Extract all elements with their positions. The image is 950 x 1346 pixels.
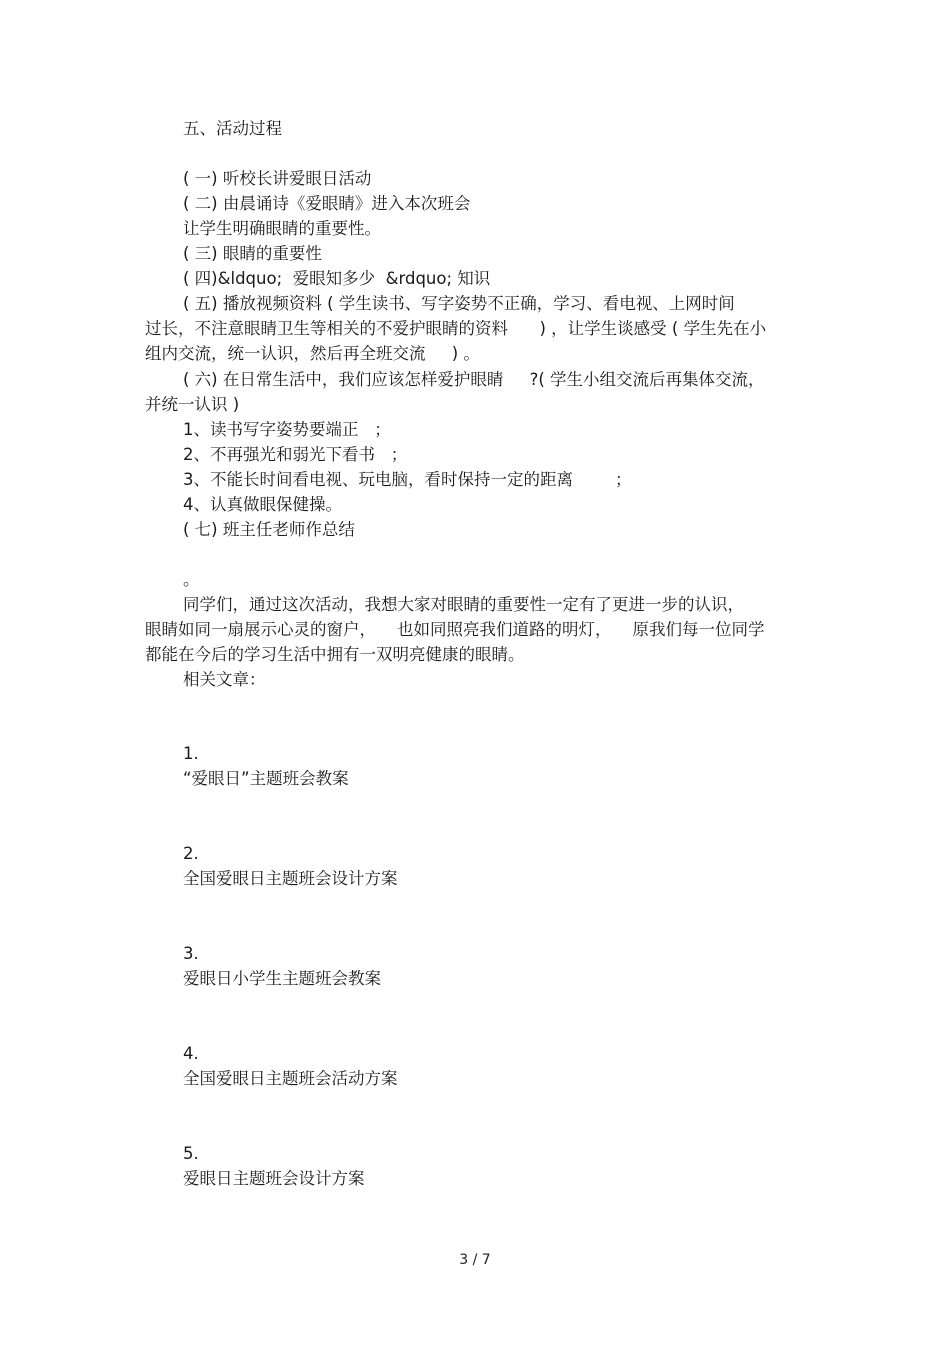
related-article-number: 5. <box>183 1144 199 1163</box>
related-article-link[interactable]: 全国爱眼日主题班会设计方案 <box>183 869 398 888</box>
related-article-number: 2. <box>183 844 199 863</box>
step-2: ( 二) 由晨诵诗《爱眼睛》进入本次班会 <box>183 194 471 213</box>
step-3: ( 三) 眼睛的重要性 <box>183 244 322 263</box>
step-2-note: 让学生明确眼睛的重要性。 <box>183 219 381 238</box>
related-article-link[interactable]: 爱眼日小学生主题班会教案 <box>183 969 381 988</box>
step-4: ( 四)&ldquo; 爱眼知多少 &rdquo; 知识 <box>183 269 491 288</box>
related-article-link[interactable]: “爱眼日”主题班会教案 <box>183 769 349 788</box>
related-article-number: 3. <box>183 944 199 963</box>
related-article-number: 4. <box>183 1044 199 1063</box>
step-7: ( 七) 班主任老师作总结 <box>183 520 355 539</box>
step-6-line-1: ( 六) 在日常生活中，我们应该怎样爱护眼睛 ?( 学生小组交流后再集体交流， <box>183 370 765 389</box>
conclusion-line-2: 眼睛如同一扇展示心灵的窗户， 也如同照亮我们道路的明灯， 原我们每一位同学 <box>145 620 765 639</box>
section-heading: 五、活动过程 <box>183 119 282 138</box>
related-article-link[interactable]: 全国爱眼日主题班会活动方案 <box>183 1069 398 1088</box>
tip-1: 1、读书写字姿势要端正 ； <box>183 420 391 439</box>
step-1: ( 一) 听校长讲爱眼日活动 <box>183 169 372 188</box>
tip-2: 2、不再强光和弱光下看书 ； <box>183 445 408 464</box>
conclusion-line-3: 都能在今后的学习生活中拥有一双明亮健康的眼睛。 <box>145 645 525 664</box>
step-5-line-1: ( 五) 播放视频资料 ( 学生读书、写字姿势不正确，学习、看电视、上网时间 <box>183 294 735 313</box>
step-5-line-3: 组内交流，统一认识，然后再全班交流 ) 。 <box>145 344 480 363</box>
related-articles-label: 相关文章： <box>183 670 266 689</box>
related-article-link[interactable]: 爱眼日主题班会设计方案 <box>183 1169 365 1188</box>
stray-mark: 。 <box>183 570 200 589</box>
tip-4: 4、认真做眼保健操。 <box>183 495 342 514</box>
step-6-line-2: 并统一认识 ) <box>145 395 240 414</box>
tip-3: 3、不能长时间看电视、玩电脑，看时保持一定的距离 ； <box>183 470 632 489</box>
related-article-number: 1. <box>183 744 199 763</box>
step-5-line-2: 过长，不注意眼睛卫生等相关的不爱护眼睛的资料 ) ，让学生谈感受 ( 学生先在小 <box>145 319 767 338</box>
conclusion-line-1: 同学们，通过这次活动，我想大家对眼睛的重要性一定有了更进一步的认识， <box>183 595 744 614</box>
page-number: 3 / 7 <box>459 1252 491 1268</box>
